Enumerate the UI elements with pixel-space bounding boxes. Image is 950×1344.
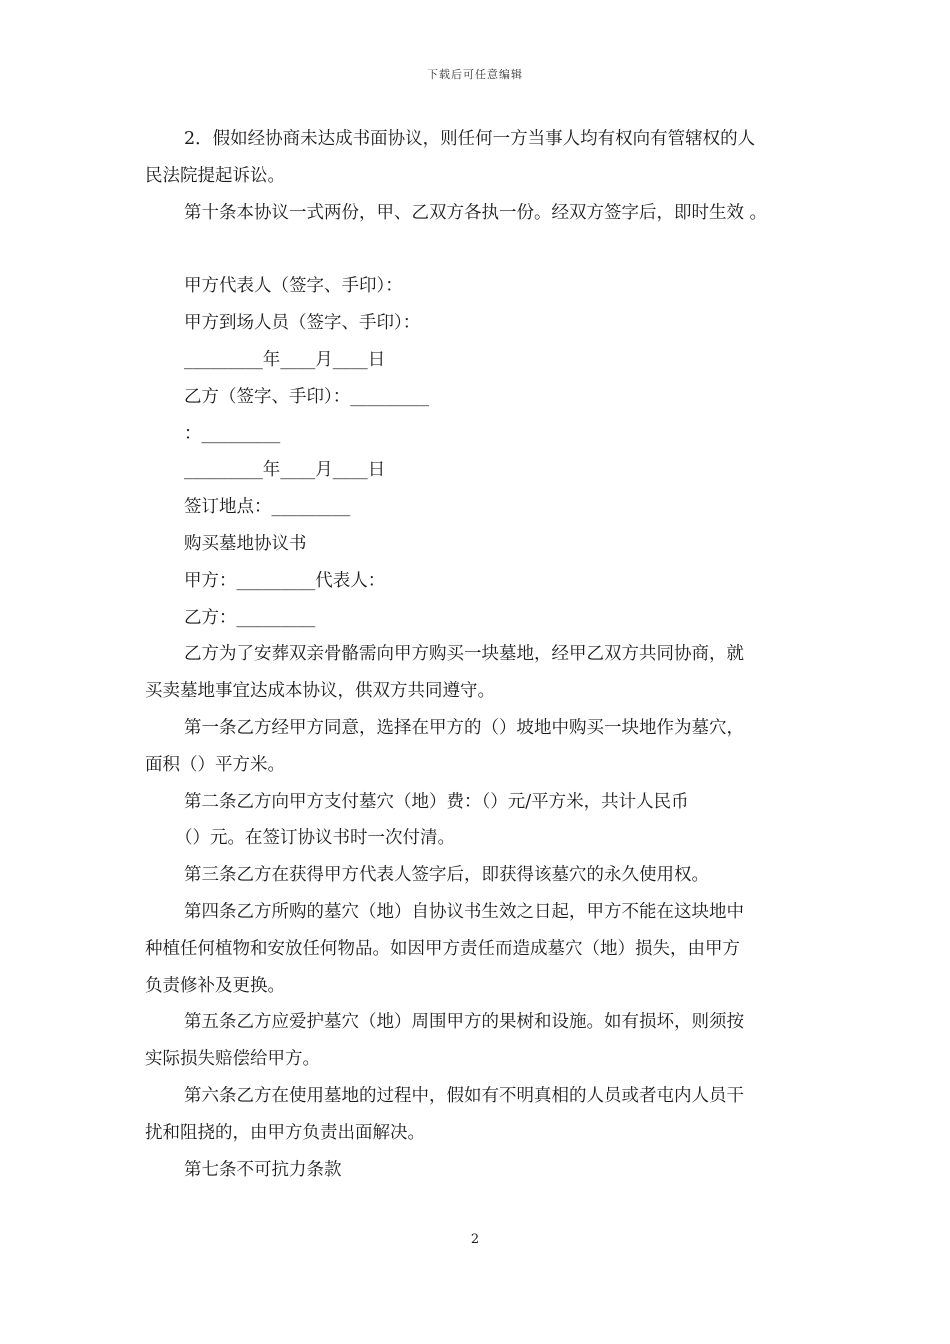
blank-line <box>145 231 815 268</box>
paragraph-line: 第二条乙方向甲方支付墓穴（地）费：（）元/平方米，共计人民币 <box>184 791 689 812</box>
paragraph-line: 扰和阻挠的，由甲方负责出面解决。 <box>145 1122 425 1143</box>
date-line: _________年____月____日 <box>184 460 386 481</box>
signature-line: 乙方（签字、手印）：_________ <box>184 386 429 407</box>
paragraph-line: 实际损失赔偿给甲方。 <box>145 1049 320 1070</box>
paragraph-line: 第六条乙方在使用墓地的过程中，假如有不明真相的人员或者屯内人员干 <box>184 1085 744 1106</box>
signature-line: ：_________ <box>184 423 281 444</box>
paragraph-line: 种植任何植物和安放任何物品。如因甲方责任而造成墓穴（地）损失，由甲方 <box>145 938 740 959</box>
signature-line: 甲方代表人（签字、手印）： <box>184 276 403 297</box>
paragraph-line: 第四条乙方所购的墓穴（地）自协议书生效之日起，甲方不能在这块地中 <box>184 901 744 922</box>
paragraph-line: 民法院提起诉讼。 <box>145 165 285 186</box>
page-header: 下载后可任意编辑 <box>427 68 523 81</box>
paragraph-line: 第十条本协议一式两份，甲、乙双方各执一份。经双方签字后，即时生效 。 <box>184 202 768 223</box>
paragraph-line: 第一条乙方经甲方同意，选择在甲方的（）坡地中购买一块地作为墓穴， <box>184 717 744 738</box>
paragraph-line: 2．假如经协商未达成书面协议，则任何一方当事人均有权向有管辖权的人 <box>184 129 756 149</box>
party-b-line: 乙方：_________ <box>184 607 316 628</box>
page-number: 2 <box>470 1232 480 1247</box>
signature-line: 甲方到场人员（签字、手印）： <box>184 313 421 334</box>
paragraph-line: 第五条乙方应爱护墓穴（地）周围甲方的果树和设施。如有损坏，则须按 <box>184 1012 744 1033</box>
paragraph-line: 乙方为了安葬双亲骨骼需向甲方购买一块墓地，经甲乙双方共同协商，就 <box>184 644 744 665</box>
location-line: 签订地点：_________ <box>184 497 351 518</box>
section-title: 购买墓地协议书 <box>184 533 307 554</box>
paragraph-line: 第三条乙方在获得甲方代表人签字后，即获得该墓穴的永久使用权。 <box>184 865 709 886</box>
paragraph-line: （）元。在签订协议书时一次付清。 <box>175 828 455 849</box>
paragraph-line: 负责修补及更换。 <box>145 975 285 996</box>
date-line: _________年____月____日 <box>184 349 386 370</box>
paragraph-line: 面积（）平方米。 <box>145 754 285 775</box>
party-a-line: 甲方：_________代表人： <box>184 570 386 591</box>
paragraph-line: 第七条不可抗力条款 <box>184 1159 342 1180</box>
paragraph-line: 买卖墓地事宜达成本协议，供双方共同遵守。 <box>145 681 495 702</box>
document-body <box>145 121 815 1188</box>
